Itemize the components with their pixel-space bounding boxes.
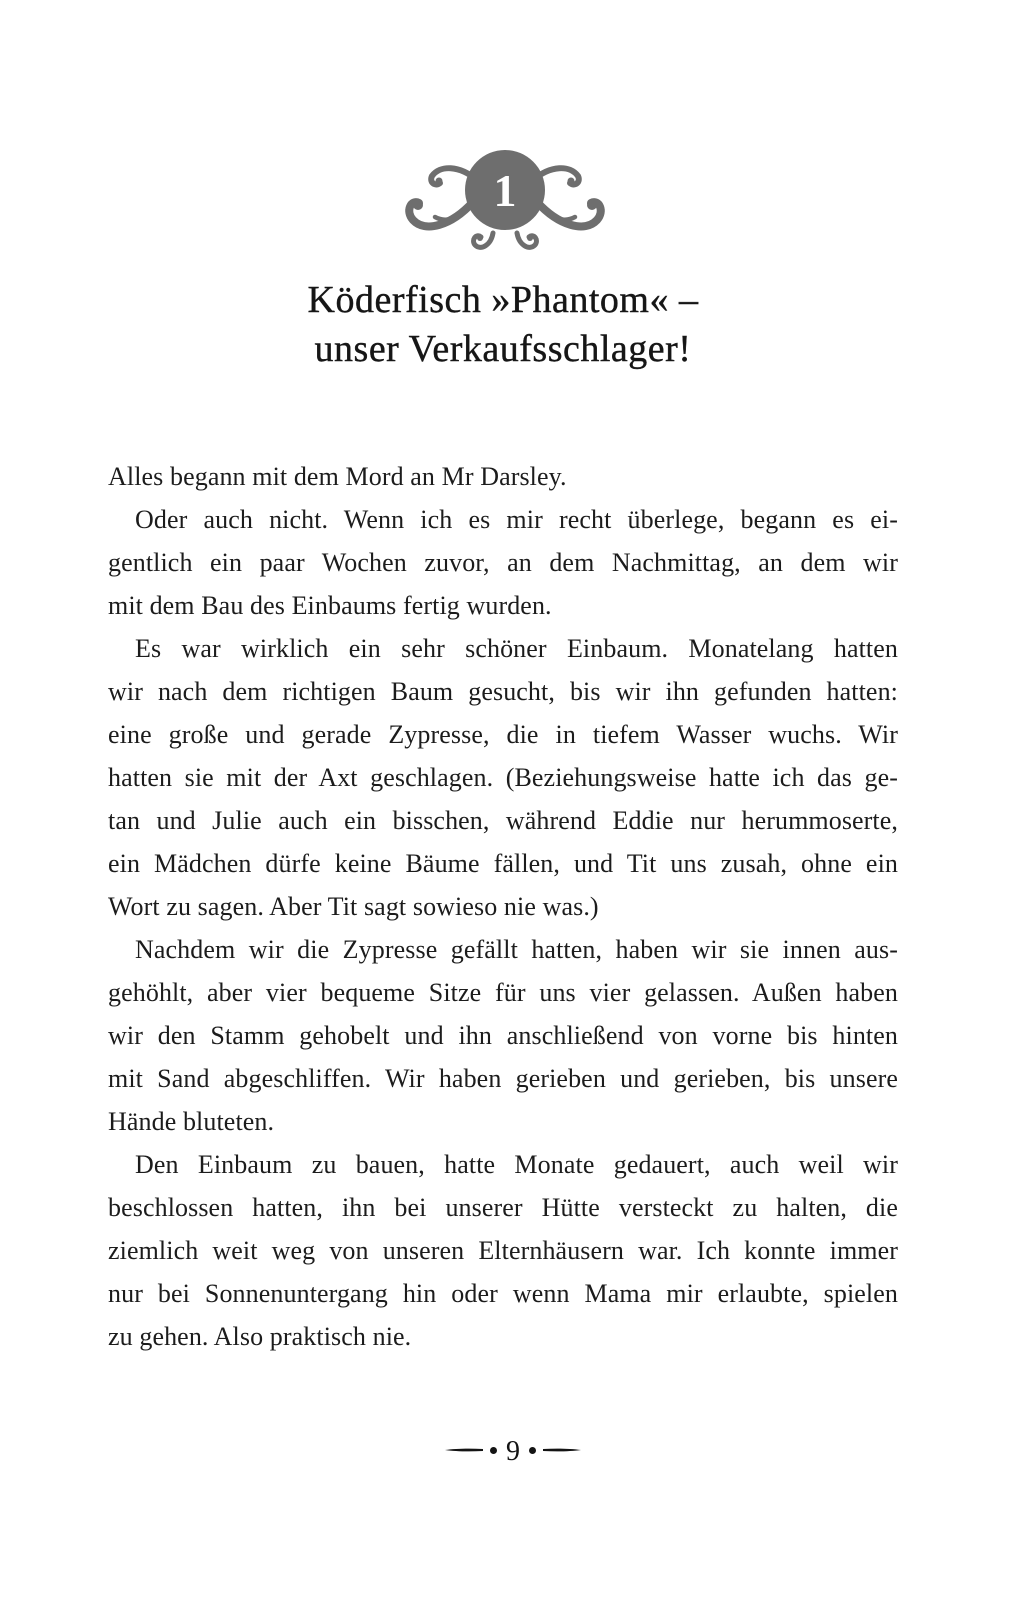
text-line: mit Sand abgeschliffen. Wir haben gerieben und gerieben, bis unsere	[108, 1064, 898, 1093]
body-text	[108, 455, 898, 1358]
folio-dash-left-icon	[445, 1446, 483, 1454]
text-line: Nachdem wir die Zypresse gefällt hatten, haben wir sie innen aus-	[135, 935, 898, 964]
text-line: mit dem Bau des Einbaums fertig wurden.	[108, 591, 552, 620]
text-line: wir den Stamm gehobelt und ihn anschließend von vorne bis hinten	[108, 1021, 898, 1050]
chapter-title-line-1: Köderfisch »Phantom« –	[307, 279, 699, 321]
folio-dash-right-icon	[543, 1446, 581, 1454]
text-line: Wort zu sagen. Aber Tit sagt sowieso nie was.)	[108, 892, 599, 921]
text-line: Den Einbaum zu bauen, hatte Monate gedauert, auch weil wir	[135, 1150, 898, 1179]
paragraph	[108, 455, 898, 498]
text-line: eine große und gerade Zypresse, die in tiefem Wasser wuchs. Wir	[108, 720, 898, 749]
chapter-title-line-2: unser Verkaufsschlager!	[314, 328, 692, 370]
text-line: beschlossen hatten, ihn bei unserer Hütte versteckt zu halten, die	[108, 1193, 898, 1222]
text-line: ziemlich weit weg von unseren Elternhäusern war. Ich konnte immer	[108, 1236, 898, 1265]
text-line: ein Mädchen dürfe keine Bäume fällen, und Tit uns zusah, ohne ein	[108, 849, 898, 878]
folio-dot-right-icon	[529, 1447, 536, 1454]
text-line: Hände bluteten.	[108, 1107, 275, 1136]
paragraph	[108, 627, 898, 928]
text-line: wir nach dem richtigen Baum gesucht, bis wir ihn gefunden hatten:	[108, 677, 898, 706]
folio-dot-left-icon	[490, 1447, 497, 1454]
text-line: gentlich ein paar Wochen zuvor, an dem Nachmittag, an dem wir	[108, 548, 898, 577]
text-line: Oder auch nicht. Wenn ich es mir recht überlege, begann es ei-	[135, 505, 898, 534]
paragraph	[108, 498, 898, 627]
page-number: 9	[506, 1436, 520, 1467]
paragraph	[108, 928, 898, 1143]
text-line: hatten sie mit der Axt geschlagen. (Beziehungsweise hatte ich das ge-	[108, 763, 898, 792]
text-line: Alles begann mit dem Mord an Mr Darsley.	[108, 462, 567, 491]
chapter-ornament	[385, 146, 625, 250]
paragraph	[108, 1143, 898, 1358]
page-footer	[0, 1432, 1026, 1468]
chapter-number: 1	[493, 165, 517, 216]
text-line: Es war wirklich ein sehr schöner Einbaum. Monatelang hatten	[135, 634, 898, 663]
text-line: nur bei Sonnenuntergang hin oder wenn Mama mir erlaubte, spielen	[108, 1279, 898, 1308]
flourish-ornament-icon	[385, 146, 625, 250]
text-line: zu gehen. Also praktisch nie.	[108, 1322, 412, 1351]
text-line: tan und Julie auch ein bisschen, während Eddie nur herummoserte,	[108, 806, 898, 835]
text-line: gehöhlt, aber vier bequeme Sitze für uns vier gelassen. Außen haben	[108, 978, 898, 1007]
chapter-title	[108, 276, 898, 374]
